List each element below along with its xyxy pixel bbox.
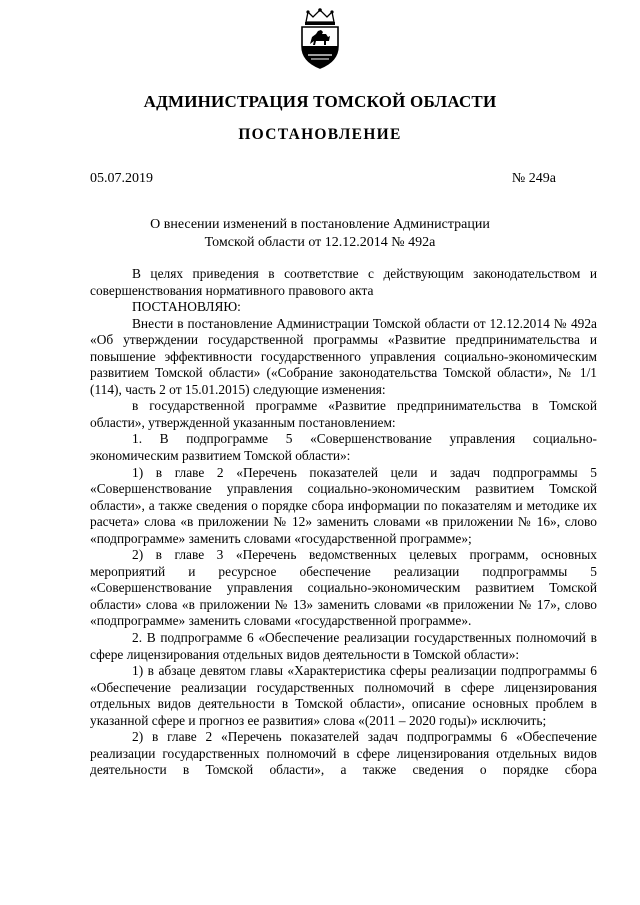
body-paragraph: Внести в постановление Администрации Томской области от 12.12.2014 № 492а «Об утверждении государственной программы «Развитие предпринимательства и повышение эффективности государственного управления социально-экономическим развитием Томской области» («Собрание законодательства Томской области», № 1/1 (114), часть 2 от 15.01.2015) следующие изменения: xyxy=(90,315,597,397)
body-paragraph: в государственной программе «Развитие предпринимательства в Томской области», утвержденной указанным постановлением: xyxy=(90,398,597,430)
resolve-heading: ПОСТАНОВЛЯЮ: xyxy=(132,299,241,315)
document-date: 05.07.2019 xyxy=(90,171,153,186)
body-paragraph: 2. В подпрограмме 6 «Обеспечение реализации государственных полномочий в сфере лицензирования отдельных видов деятельности в Томской области»: xyxy=(90,630,597,662)
body-paragraph: 1) в абзаце девятом главы «Характеристика сферы реализации подпрограммы 6 «Обеспечение реализации государственных полномочий в сфере лицензирования отдельных видов деятельности в Томской области», описание основных проблем в указанной сфере и прогноз ее развития» слова «(2011 – 2020 годы)» исключить; xyxy=(90,663,597,728)
document-number: № 249а xyxy=(511,171,556,186)
document-type: ПОСТАНОВЛЕНИЕ xyxy=(238,126,402,143)
preamble-paragraph: В целях приведения в соответствие с действующим законодательством и совершенствования нормативного правового акта xyxy=(90,266,597,298)
organization-title: АДМИНИСТРАЦИЯ ТОМСКОЙ ОБЛАСТИ xyxy=(143,92,497,111)
title-line: О внесении изменений в постановление Администрации xyxy=(150,217,490,232)
body-paragraph: 1. В подпрограмме 5 «Совершенствование управления социально-экономическим развитием Томской области»: xyxy=(90,431,597,464)
document-body xyxy=(90,266,597,779)
body-paragraph: 1) в главе 2 «Перечень показателей цели и задач подпрограммы 5 «Совершенствование управления социально-экономическим развитием Томской области», а также сведения о порядке сбора информации по показателям и методике их расчета» слова «в приложении № 12» заменить словами «в приложении № 16», слово «подпрограмме» заменить словами «государственной программе»; xyxy=(90,464,597,546)
body-paragraph: 2) в главе 3 «Перечень ведомственных целевых программ, основных мероприятий и ресурсное обеспечение реализации подпрограммы 5 «Совершенствование управления социально-экономическим развитием Томской области» слова «в приложении № 13» заменить словами «в приложении № 17», слово «подпрограмме» заменить словами «государственной программе». xyxy=(90,547,597,629)
body-paragraph: 2) в главе 2 «Перечень показателей задач подпрограммы 6 «Обеспечение реализации государственных полномочий в сфере лицензирования отдельных видов деятельности в Томской области», а также сведения о порядке сбора xyxy=(90,729,597,778)
title-line: Томской области от 12.12.2014 № 492а xyxy=(204,235,436,250)
coat-of-arms-icon xyxy=(297,8,343,70)
document-title xyxy=(0,216,640,252)
